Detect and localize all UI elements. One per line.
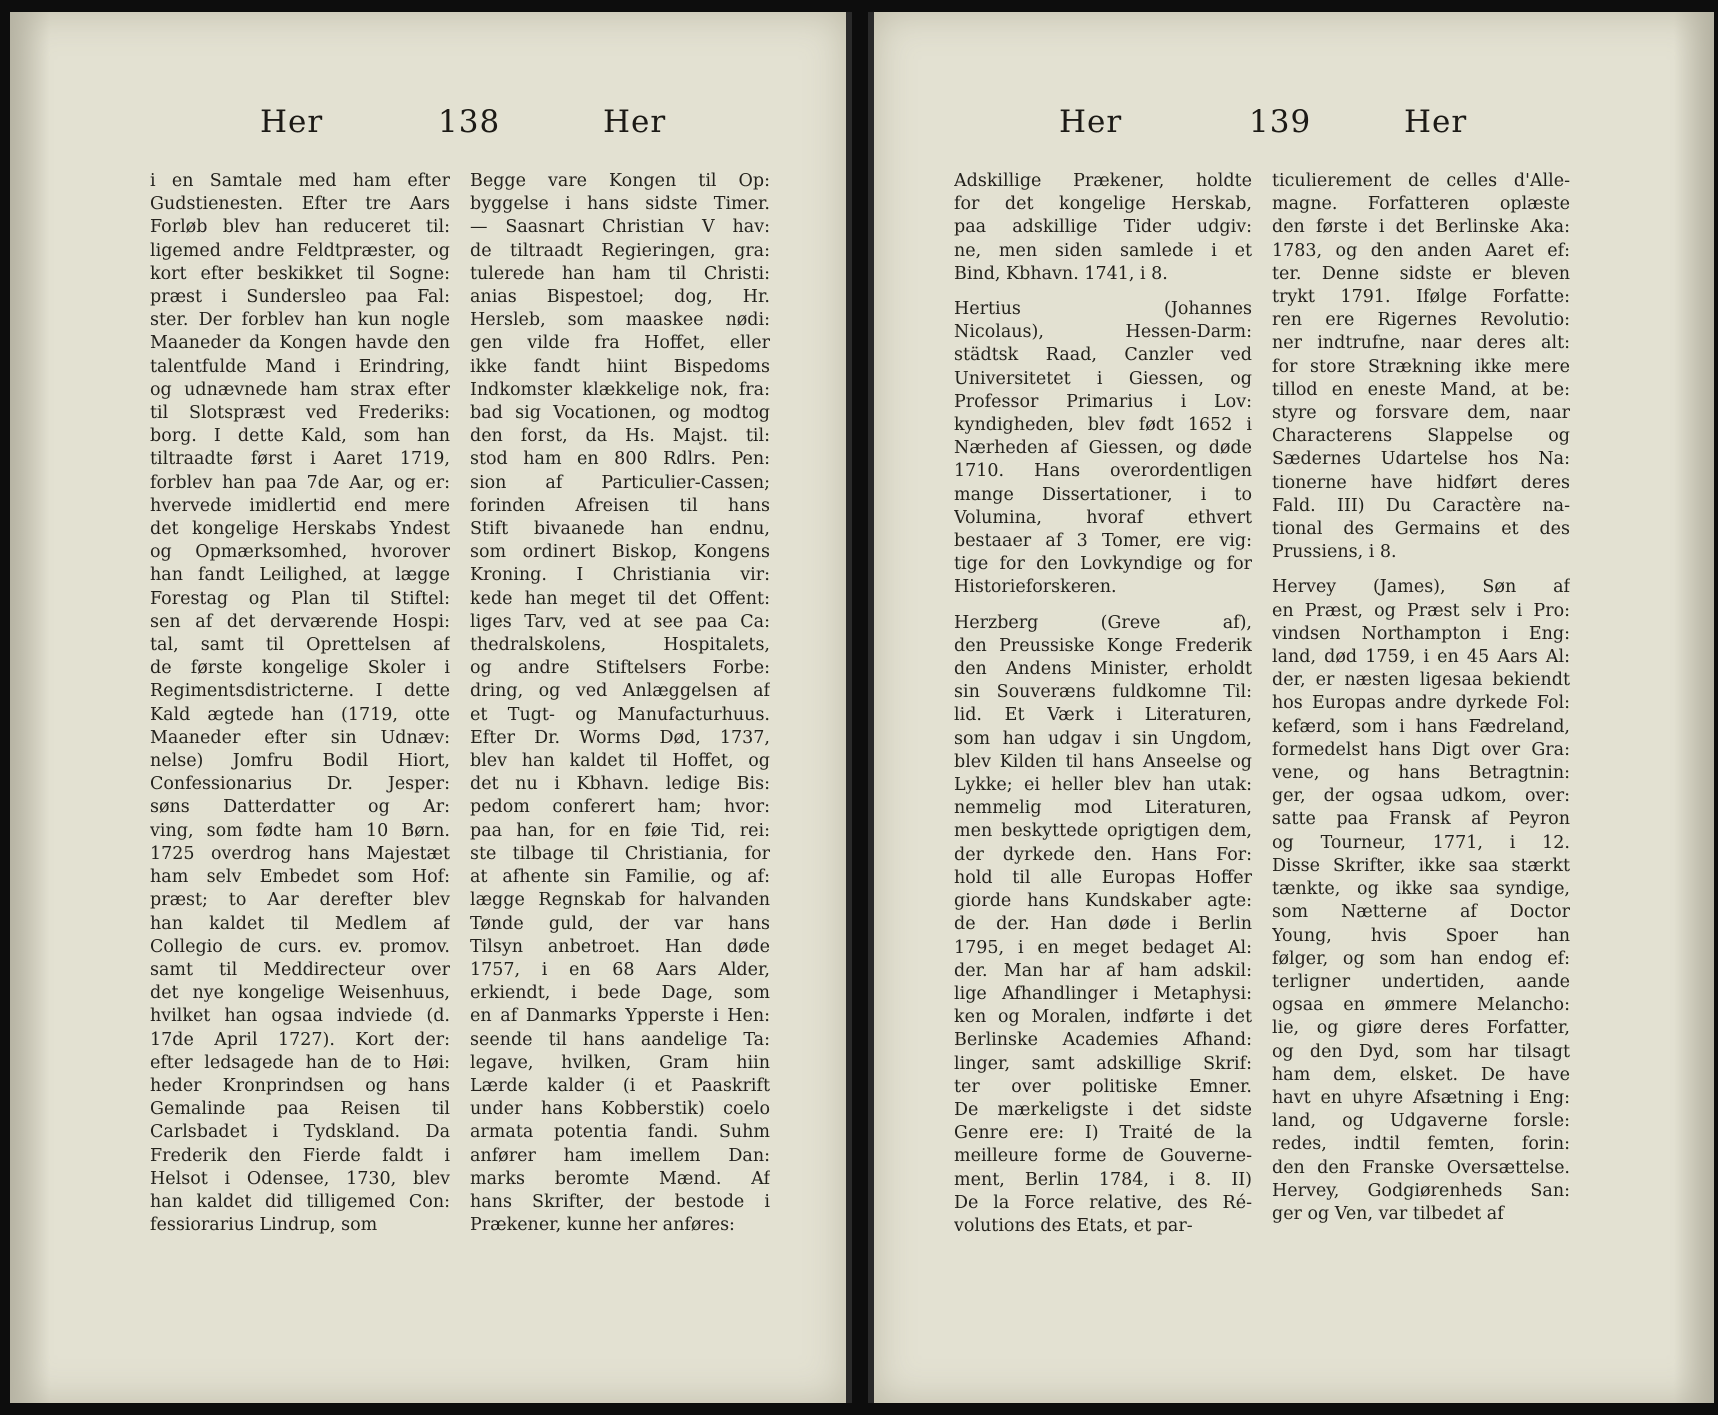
text-line: for det kongelige Herskab, xyxy=(954,194,1252,215)
text-line: Confessionarius Dr. Jesper: xyxy=(150,774,450,795)
text-line: ster. Der forblev han kun nogle xyxy=(150,310,450,331)
text-line: ner indtrufne, naar deres alt: xyxy=(1272,333,1570,354)
text-line: Adskillige Prækener, holdte xyxy=(954,171,1252,191)
text-line: han fandt Leilighed, at lægge xyxy=(150,565,450,586)
text-line: talentfulde Mand i Erindring, xyxy=(150,356,450,377)
text-line: ment, Berlin 1784, i 8. II) xyxy=(954,1169,1252,1190)
text-line: kort efter beskikket til Sogne: xyxy=(150,263,450,284)
text-line: Efter Dr. Worms Død, 1737, xyxy=(470,727,770,748)
text-line: Genre ere: I) Traité de la xyxy=(954,1123,1252,1144)
text-line: Bind, Kbhavn. 1741, i 8. xyxy=(954,263,1168,284)
text-line: nemmelig mod Literaturen, xyxy=(954,798,1252,819)
text-line: Sædernes Udartelse hos Na: xyxy=(1272,449,1570,470)
text-line: Maaneder efter sin Udnæv: xyxy=(150,727,450,748)
running-head-right: Her xyxy=(603,104,667,140)
text-line: Carlsbadet i Tydskland. Da xyxy=(150,1122,450,1143)
text-line: satte paa Fransk af Peyron xyxy=(1272,809,1570,830)
text-line: Volumina, hvoraf ethvert xyxy=(954,507,1252,528)
text-line: nelse) Jomfru Bodil Hiort, xyxy=(150,751,450,772)
text-line: 1757, i en 68 Aars Alder, xyxy=(470,959,770,980)
page-number: 138 xyxy=(438,104,501,140)
text-line: vindsen Northampton i Eng: xyxy=(1272,623,1570,644)
text-line: styre og forsvare dem, naar xyxy=(1272,403,1570,424)
text-line: Forestag og Plan til Stiftel: xyxy=(150,588,450,609)
text-line: Young, hvis Spoer han xyxy=(1272,925,1570,946)
text-line: heder Kronprindsen og hans xyxy=(150,1075,450,1096)
text-line: hvilket han ogsaa indviede (d. xyxy=(150,1006,450,1027)
text-line: de tiltraadt Regieringen, gra: xyxy=(470,240,770,261)
text-line: meilleure forme de Gouverne- xyxy=(954,1146,1252,1167)
text-line: blev han kaldet til Hoffet, og xyxy=(470,751,770,772)
text-line: kyndigheden, blev født 1652 i xyxy=(954,415,1252,436)
text-line: marks beromte Mænd. Af xyxy=(470,1168,770,1189)
text-line: kefærd, som i hans Fædreland, xyxy=(1272,716,1570,737)
text-line: Hervey, Godgiørenheds San: xyxy=(1272,1180,1570,1201)
text-column-1 xyxy=(954,170,1252,1238)
text-line: stod ham en 800 Rdlrs. Pen: xyxy=(470,449,770,470)
text-line: ne, men siden samlede i et xyxy=(954,240,1252,261)
text-line: thedralskolens, Hospitalets, xyxy=(470,635,770,656)
text-line: magne. Forfatteren oplæste xyxy=(1272,194,1570,215)
text-line: land, død 1759, i en 45 Aars Al: xyxy=(1272,647,1570,668)
text-line: erkiendt, i bede Dage, som xyxy=(470,983,770,1004)
text-line: pedom conferert ham; hvor: xyxy=(470,797,770,818)
text-line: søns Datterdatter og Ar: xyxy=(150,797,450,818)
text-line: vene, og hans Betragtnin: xyxy=(1272,763,1570,784)
paragraph-gap xyxy=(954,286,1252,298)
text-line: lie, og giøre deres Forfatter, xyxy=(1272,1018,1570,1039)
text-line: for store Strækning ikke mere xyxy=(1272,356,1570,377)
right-page xyxy=(868,12,1714,1403)
text-line: blev Kilden til hans Anseelse og xyxy=(954,751,1252,772)
text-line: De la Force relative, des Ré- xyxy=(954,1192,1252,1213)
text-line: ter. Denne sidste er bleven xyxy=(1272,263,1570,284)
paragraph-gap xyxy=(954,600,1252,612)
text-line: Gemalinde paa Reisen til xyxy=(150,1099,450,1120)
text-line: Prussiens, i 8. xyxy=(1272,542,1397,563)
text-column-1 xyxy=(150,170,450,1237)
text-line: et Tugt- og Manufacturhuus. xyxy=(470,704,770,725)
text-line: bestaaer af 3 Tomer, ere vig: xyxy=(954,531,1252,552)
text-line: 1710. Hans overordentligen xyxy=(954,461,1252,482)
text-line: ste tilbage til Christiania, for xyxy=(470,843,770,864)
text-line: fessiorarius Lindrup, som xyxy=(150,1215,378,1236)
text-line: hold til alle Europas Hoffer xyxy=(954,867,1252,888)
text-line: Berlinske Academies Afhand: xyxy=(954,1030,1252,1051)
text-line: Regimentsdistricterne. I dette xyxy=(150,681,450,702)
text-line: 17de April 1727). Kort der: xyxy=(150,1029,450,1050)
text-line: som han udgav i sin Ungdom, xyxy=(954,728,1252,749)
text-line: det kongelige Herskabs Yndest xyxy=(150,519,450,540)
text-line: Begge vare Kongen til Op: xyxy=(470,171,770,191)
text-line: og udnævnede ham strax efter xyxy=(150,379,450,400)
text-line: tiltraadte først i Aaret 1719, xyxy=(150,449,450,470)
running-head-right: Her xyxy=(1404,104,1468,140)
text-line: ham dem, elsket. De have xyxy=(1272,1064,1570,1085)
text-line: en af Danmarks Ypperste i Hen: xyxy=(470,1006,770,1027)
text-line: og den Dyd, som har tilsagt xyxy=(1272,1041,1570,1062)
text-line: anfører ham imellem Dan: xyxy=(470,1145,770,1166)
text-line: ger, der ogsaa udkom, over: xyxy=(1272,786,1570,807)
text-line: der dyrkede den. Hans For: xyxy=(954,844,1252,865)
text-line: Characterens Slappelse og xyxy=(1272,426,1570,447)
text-line: mange Dissertationer, i to xyxy=(954,484,1252,505)
text-line: formedelst hans Digt over Gra: xyxy=(1272,739,1570,760)
text-line: gen vilde fra Hoffet, eller xyxy=(470,333,770,354)
text-line: den første i det Berlinske Aka: xyxy=(1272,217,1570,238)
text-line: hos Europas andre dyrkede Fol: xyxy=(1272,693,1570,714)
text-line: under hans Kobberstik) coelo xyxy=(470,1099,770,1120)
text-line: lige Afhandlinger i Metaphysi: xyxy=(954,983,1252,1004)
text-line: legave, hvilken, Gram hiin xyxy=(470,1052,770,1073)
running-head-left: Her xyxy=(260,104,324,140)
text-line: tal, samt til Oprettelsen af xyxy=(150,635,450,656)
text-line: ger og Ven, var tilbedet af xyxy=(1272,1203,1504,1224)
text-line: Gudstienesten. Efter tre Aars xyxy=(150,194,450,215)
text-line: seende til hans aandelige Ta: xyxy=(470,1029,770,1050)
text-line: samt til Meddirecteur over xyxy=(150,959,450,980)
running-head-left: Her xyxy=(1059,104,1123,140)
text-line: trykt 1791. Ifølge Forfatte: xyxy=(1272,287,1570,308)
text-line: Professor Primarius i Lov: xyxy=(954,391,1252,412)
text-line: til Slotspræst ved Frederiks: xyxy=(150,403,450,424)
text-line: Lærde kalder (i et Paaskrift xyxy=(470,1075,770,1096)
text-line: ken og Moralen, indførte i det xyxy=(954,1007,1252,1028)
text-line: ving, som fødte ham 10 Børn. xyxy=(150,820,450,841)
text-line: præst i Sundersleo paa Fal: xyxy=(150,287,450,308)
text-line: som ordinert Biskop, Kongens xyxy=(470,542,770,563)
text-line: han kaldet did tilligemed Con: xyxy=(150,1191,450,1212)
text-line: Collegio de curs. ev. promov. xyxy=(150,936,450,957)
text-line: ticulierement de celles d'Alle- xyxy=(1272,171,1570,191)
text-line: byggelse i hans sidste Timer. xyxy=(470,194,770,215)
text-line: tige for den Lovkyndige og for xyxy=(954,554,1252,575)
text-line: der. Man har af ham adskil: xyxy=(954,960,1252,981)
text-line: Hersleb, som maaskee nødi: xyxy=(470,310,770,331)
text-line: land, og Udgaverne forsle: xyxy=(1272,1111,1570,1132)
text-line: terligner undertiden, aande xyxy=(1272,971,1570,992)
text-line: Forløb blev han reduceret til: xyxy=(150,217,450,238)
text-line: Fald. III) Du Caractère na- xyxy=(1272,495,1570,516)
text-line: forblev han paa 7de Aar, og er: xyxy=(150,472,450,493)
text-line: forinden Afreisen til hans xyxy=(470,495,770,516)
text-line: Prækener, kunne her anføres: xyxy=(470,1215,735,1236)
text-line: som Nætterne af Doctor xyxy=(1272,902,1570,923)
text-line: kede han meget til det Offent: xyxy=(470,588,770,609)
text-line: Hertius (Johannes xyxy=(954,299,1252,320)
text-line: hans Skrifter, der bestode i xyxy=(470,1191,770,1212)
text-line: den forst, da Hs. Majst. til: xyxy=(470,426,770,447)
text-line: Kald ægtede han (1719, otte xyxy=(150,704,450,725)
text-line: Herzberg (Greve af), xyxy=(954,612,1252,633)
text-line: 1725 overdrog hans Majestæt xyxy=(150,843,450,864)
text-line: sen af det derværende Hospi: xyxy=(150,611,450,632)
text-line: Disse Skrifter, ikke saa stærkt xyxy=(1272,855,1570,876)
text-line: den Andens Minister, erholdt xyxy=(954,659,1252,680)
text-line: Indkomster klækkelige nok, fra: xyxy=(470,379,770,400)
text-line: den den Franske Oversættelse. xyxy=(1272,1157,1570,1178)
text-line: havt en uhyre Afsætning i Eng: xyxy=(1272,1087,1570,1108)
text-line: tillod en eneste Mand, at be: xyxy=(1272,379,1570,400)
text-line: 1795, i en meget bedaget Al: xyxy=(954,937,1252,958)
text-line: giorde hans Kundskaber agte: xyxy=(954,891,1252,912)
text-line: lid. Et Værk i Literaturen, xyxy=(954,705,1252,726)
text-line: Hervey (James), Søn af xyxy=(1272,577,1570,598)
text-line: bad sig Vocationen, og modtog xyxy=(470,403,770,424)
text-line: tionerne have hidført deres xyxy=(1272,472,1570,493)
paragraph-gap xyxy=(1272,564,1570,576)
left-page xyxy=(10,12,852,1403)
text-line: liges Tarv, ved at see paa Ca: xyxy=(470,611,770,632)
text-line: Lykke; ei heller blev han utak: xyxy=(954,775,1252,796)
text-line: Maaneder da Kongen havde den xyxy=(150,333,450,354)
text-line: han kaldet til Medlem af xyxy=(150,913,450,934)
page-header xyxy=(10,104,846,154)
text-line: Universitetet i Giessen, og xyxy=(954,368,1252,389)
text-column-2 xyxy=(470,170,770,1237)
text-line: det nu i Kbhavn. ledige Bis: xyxy=(470,774,770,795)
text-line: de der. Han døde i Berlin xyxy=(954,914,1252,935)
page-header xyxy=(874,104,1714,154)
text-line: Stift bivaanede han endnu, xyxy=(470,519,770,540)
text-line: i en Samtale med ham efter xyxy=(150,171,450,191)
text-line: Tilsyn anbetroet. Han døde xyxy=(470,936,770,957)
text-line: ligemed andre Feldtpræster, og xyxy=(150,240,450,261)
text-line: städtsk Raad, Canzler ved xyxy=(954,345,1252,366)
text-line: de første kongelige Skoler i xyxy=(150,658,450,679)
text-line: lægge Regnskab for halvanden xyxy=(470,890,770,911)
text-line: sion af Particulier-Cassen; xyxy=(470,472,770,493)
text-line: anias Bispestoel; dog, Hr. xyxy=(470,287,770,308)
text-line: den Preussiske Konge Frederik xyxy=(954,635,1252,656)
text-column-2 xyxy=(1272,170,1570,1226)
text-line: men beskyttede oprigtigen dem, xyxy=(954,821,1252,842)
text-line: 1783, og den anden Aaret ef: xyxy=(1272,240,1570,261)
text-line: borg. I dette Kald, som han xyxy=(150,426,450,447)
text-line: ikke fandt hiint Bispedoms xyxy=(470,356,770,377)
text-line: følger, og som han endog ef: xyxy=(1272,948,1570,969)
text-line: at afhente sin Familie, og af: xyxy=(470,867,770,888)
text-line: Kroning. I Christiania vir: xyxy=(470,565,770,586)
text-line: tænkte, og ikke saa syndige, xyxy=(1272,879,1570,900)
text-line: tional des Germains et des xyxy=(1272,519,1570,540)
text-line: og Tourneur, 1771, i 12. xyxy=(1272,832,1570,853)
text-line: tulerede han ham til Christi: xyxy=(470,263,770,284)
text-line: Frederik den Fierde faldt i xyxy=(150,1145,450,1166)
text-line: Helsot i Odensee, 1730, blev xyxy=(150,1168,450,1189)
text-line: en Præst, og Præst selv i Pro: xyxy=(1272,600,1570,621)
text-line: redes, indtil femten, forin: xyxy=(1272,1134,1570,1155)
text-line: paa adskillige Tider udgiv: xyxy=(954,217,1252,238)
text-line: dring, og ved Anlæggelsen af xyxy=(470,681,770,702)
text-line: armata potentia fandi. Suhm xyxy=(470,1122,770,1143)
text-line: ogsaa en ømmere Melancho: xyxy=(1272,995,1570,1016)
text-line: Historieforskeren. xyxy=(954,577,1117,598)
text-line: Nicolaus), Hessen-Darm: xyxy=(954,322,1252,343)
text-line: volutions des Etats, et par- xyxy=(954,1215,1193,1236)
text-line: De mærkeligste i det sidste xyxy=(954,1099,1252,1120)
text-line: — Saasnart Christian V hav: xyxy=(470,217,770,238)
text-line: og andre Stiftelsers Forbe: xyxy=(470,658,770,679)
text-line: linger, samt adskillige Skrif: xyxy=(954,1053,1252,1074)
text-line: hvervede imidlertid end mere xyxy=(150,495,450,516)
text-line: ham selv Embedet som Hof: xyxy=(150,867,450,888)
text-line: paa han, for en føie Tid, rei: xyxy=(470,820,770,841)
text-line: ren ere Rigernes Revolutio: xyxy=(1272,310,1570,331)
text-line: Tønde guld, der var hans xyxy=(470,913,770,934)
text-line: og Opmærksomhed, hvorover xyxy=(150,542,450,563)
text-line: præst; to Aar derefter blev xyxy=(150,890,450,911)
text-line: det nye kongelige Weisenhuus, xyxy=(150,983,450,1004)
text-line: ter over politiske Emner. xyxy=(954,1076,1252,1097)
text-line: efter ledsagede han de to Høi: xyxy=(150,1052,450,1073)
text-line: Nærheden af Giessen, og døde xyxy=(954,438,1252,459)
text-line: sin Souveræns fuldkomne Til: xyxy=(954,682,1252,703)
page-number: 139 xyxy=(1249,104,1312,140)
text-line: der, er næsten ligesaa bekiendt xyxy=(1272,670,1570,691)
